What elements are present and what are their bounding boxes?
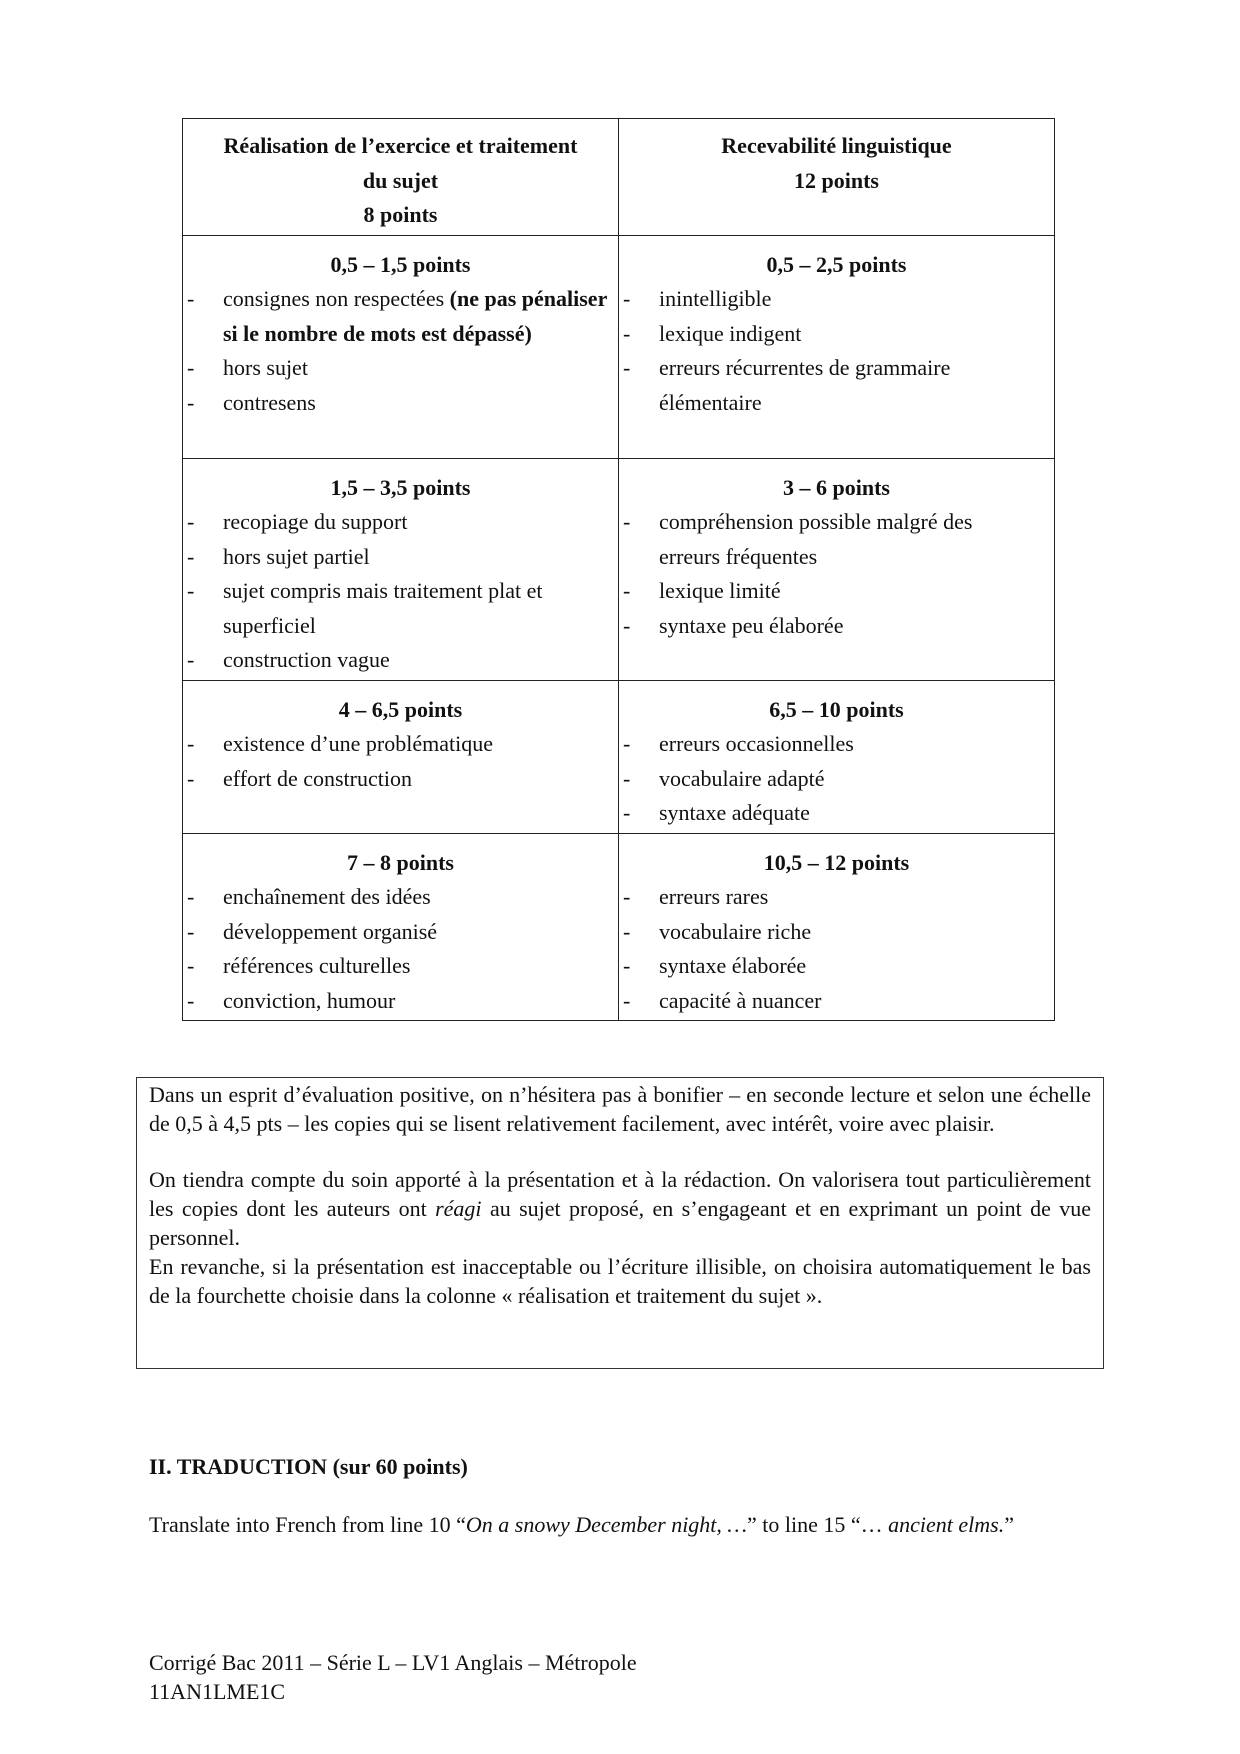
item-text: consignes non respectées [223, 286, 450, 311]
list-item-text [223, 574, 618, 643]
list-item [619, 727, 1054, 762]
item-text: vocabulaire adapté [659, 765, 825, 791]
item-text: capacité à nuancer [659, 987, 822, 1013]
translation-instruction [149, 1510, 1101, 1540]
item-text-bold: pénaliser si le nombre de mots est [223, 286, 607, 346]
list-item [619, 609, 1054, 644]
table-header-row [183, 119, 1055, 236]
list-item [183, 643, 618, 678]
list-item [619, 762, 1054, 797]
criteria-cell [183, 680, 619, 833]
item-text: effort de construction [223, 765, 412, 791]
item-text: hors sujet partiel [223, 543, 370, 569]
header-line: 12 points [794, 167, 879, 193]
list-item [619, 282, 1054, 317]
note-text-italic: réagi [435, 1196, 482, 1221]
instruction-text: ” [1004, 1512, 1014, 1537]
criteria-cell [619, 680, 1055, 833]
points-range: 0,5 – 2,5 points [766, 251, 907, 277]
instruction-text-italic: ancient elms. [888, 1512, 1005, 1537]
item-text: erreurs récurrentes de grammaire [659, 355, 951, 380]
table-row [183, 833, 1055, 1021]
instruction-text-italic: On a snowy December night, … [465, 1512, 747, 1537]
item-text: inintelligible [659, 286, 772, 311]
points-range: 6,5 – 10 points [769, 696, 904, 722]
header-line: Réalisation de l’exercice et traitement [223, 133, 578, 158]
list-item [619, 796, 1054, 831]
points-range: 7 – 8 points [347, 849, 454, 875]
dash-bullet: - [187, 389, 195, 415]
criteria-cell [183, 458, 619, 680]
dash-bullet: - [187, 731, 195, 756]
item-text: construction vague [223, 647, 390, 672]
item-text: enchaînement des idées [223, 884, 431, 909]
header-cell-realisation [183, 119, 619, 236]
list-item-text [659, 351, 1054, 420]
instruction-text: Translate into French from line 10 “ [149, 1512, 466, 1537]
item-text: sujet compris mais traitement plat et [223, 578, 543, 603]
dash-bullet: - [187, 765, 195, 791]
list-item [183, 540, 618, 575]
item-text: développement organisé [223, 918, 438, 944]
dash-bullet: - [623, 987, 631, 1013]
list-item [183, 386, 618, 421]
item-text: conviction, humour [223, 987, 396, 1013]
item-text: existence d’une problématique [223, 731, 494, 756]
list-item [619, 317, 1054, 352]
criteria-cell [619, 458, 1055, 680]
dash-bullet: - [187, 987, 195, 1013]
list-item [619, 915, 1054, 950]
footer-line: Corrigé Bac 2011 – Série L – LV1 Anglais – Métropole [149, 1650, 637, 1675]
dash-bullet: - [623, 320, 631, 346]
criteria-cell [183, 833, 619, 1021]
dash-bullet: - [623, 953, 631, 978]
dash-bullet: - [187, 286, 195, 311]
header-line: Recevabilité linguistique [721, 133, 952, 158]
list-item [183, 762, 618, 797]
item-text: erreurs rares [659, 884, 769, 909]
header-cell-recevabilite [619, 119, 1055, 236]
item-text-bold: dépassé [452, 320, 525, 346]
instruction-text: ” to line 15 “… [746, 1512, 889, 1537]
criteria-cell [619, 833, 1055, 1021]
page-footer [149, 1648, 637, 1706]
dash-bullet: - [623, 612, 631, 638]
dash-bullet: - [623, 509, 631, 534]
list-item [619, 880, 1054, 915]
item-text-bold: (ne pas [449, 286, 517, 311]
item-text: hors sujet [223, 355, 308, 380]
dash-bullet: - [187, 953, 195, 978]
dash-bullet: - [187, 578, 195, 603]
dash-bullet: - [623, 286, 631, 311]
header-line: 8 points [363, 202, 438, 227]
points-range: 1,5 – 3,5 points [330, 474, 471, 500]
list-item [619, 949, 1054, 984]
dash-bullet: - [623, 731, 631, 756]
list-item [183, 505, 618, 540]
item-text: contresens [223, 389, 316, 415]
item-text: erreurs fréquentes [659, 543, 818, 569]
list-item [183, 282, 618, 351]
list-item [183, 880, 618, 915]
item-text-bold: ) [524, 320, 532, 346]
item-text: lexique limité [659, 578, 781, 603]
item-text: syntaxe peu élaborée [659, 612, 844, 638]
dash-bullet: - [187, 355, 195, 380]
evaluation-note-box [136, 1077, 1104, 1369]
dash-bullet: - [623, 800, 631, 825]
section-heading: II. TRADUCTION (sur 60 points) [149, 1454, 468, 1479]
list-item [183, 949, 618, 984]
criteria-cell [619, 235, 1055, 458]
item-text: références culturelles [223, 953, 411, 978]
dash-bullet: - [623, 765, 631, 791]
table-row [183, 235, 1055, 458]
note-paragraph [149, 1165, 1091, 1252]
points-range: 4 – 6,5 points [338, 696, 463, 722]
list-item [183, 574, 618, 643]
item-text: recopiage du support [223, 509, 408, 534]
item-text: syntaxe élaborée [659, 953, 807, 978]
points-range: 10,5 – 12 points [763, 849, 910, 875]
list-item-text [223, 282, 618, 351]
list-item [183, 915, 618, 950]
list-item [183, 351, 618, 386]
points-range: 3 – 6 points [783, 474, 890, 500]
list-item [619, 574, 1054, 609]
note-text: On tiendra compte du soin apporté à la présentation et à la rédaction. On valorisera tout particulièrement les copies dont les auteurs ont [149, 1167, 1091, 1221]
dash-bullet: - [187, 509, 195, 534]
list-item [619, 984, 1054, 1019]
dash-bullet: - [187, 543, 195, 569]
item-text: compréhension possible malgré des [659, 509, 973, 534]
dash-bullet: - [623, 578, 631, 603]
dash-bullet: - [187, 647, 195, 672]
dash-bullet: - [623, 918, 631, 944]
table-row [183, 680, 1055, 833]
item-text: superficiel [223, 612, 316, 638]
dash-bullet: - [187, 884, 195, 909]
note-text: au sujet proposé, en s’engageant et en exprimant un point de vue personnel. [149, 1196, 1091, 1250]
grading-table [182, 118, 1055, 1021]
criteria-cell [183, 235, 619, 458]
note-paragraph: Dans un esprit d’évaluation positive, on n’hésitera pas à bonifier – en seconde lecture et selon une échelle de 0,5 à 4,5 pts – les copies qui se lisent relativement facilement, avec intérêt, voire avec plaisir. [149, 1082, 1091, 1136]
table-row [183, 458, 1055, 680]
footer-code: 11AN1LME1C [149, 1679, 286, 1704]
item-text: élémentaire [659, 389, 762, 415]
list-item [183, 727, 618, 762]
list-item [619, 351, 1054, 420]
list-item [183, 984, 618, 1019]
list-item-text [659, 505, 1054, 574]
item-text: syntaxe adéquate [659, 800, 810, 825]
dash-bullet: - [623, 355, 631, 380]
points-range: 0,5 – 1,5 points [330, 251, 471, 277]
item-text: erreurs occasionnelles [659, 731, 854, 756]
list-item [619, 505, 1054, 574]
item-text: vocabulaire riche [659, 918, 812, 944]
dash-bullet: - [623, 884, 631, 909]
item-text: lexique indigent [659, 320, 802, 346]
dash-bullet: - [187, 918, 195, 944]
note-paragraph: En revanche, si la présentation est inacceptable ou l’écriture illisible, on choisira automatiquement le bas de la fourchette choisie dans la colonne « réalisation et traitement du sujet ». [149, 1254, 1091, 1308]
header-line: du sujet [362, 167, 439, 193]
